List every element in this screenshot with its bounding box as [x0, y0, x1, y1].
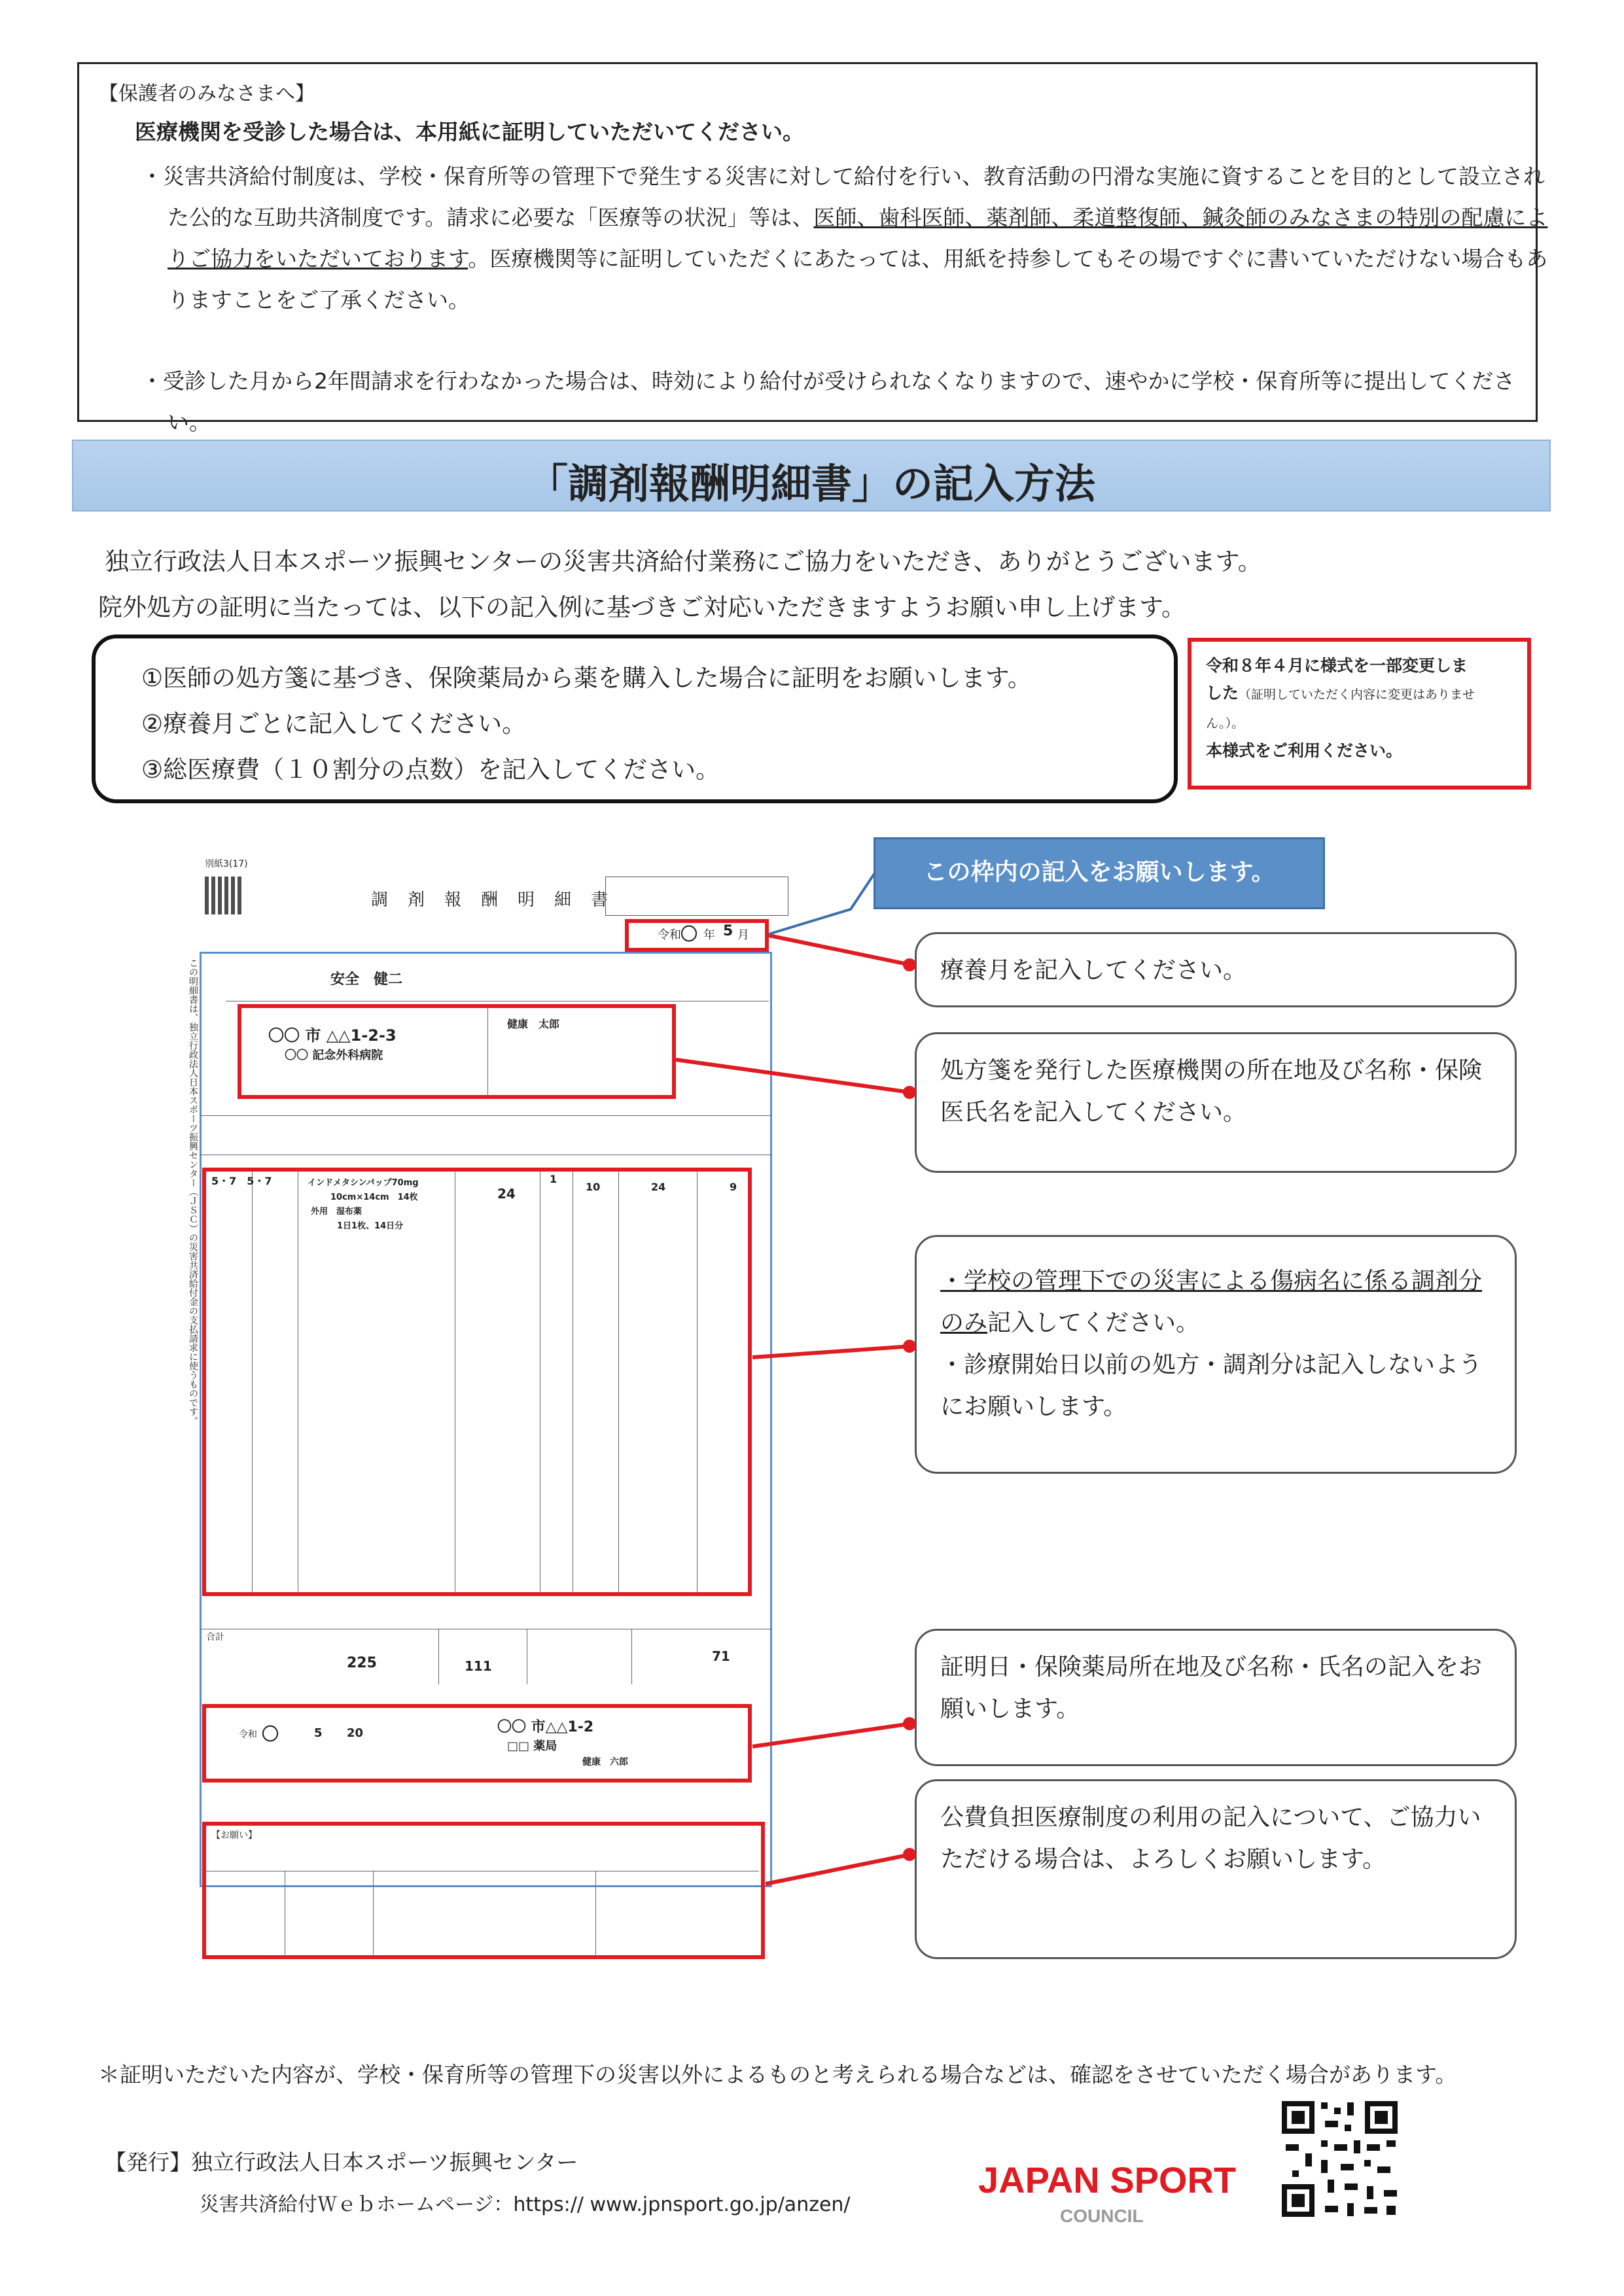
blue-callout: この枠内の記入をお願いします。	[874, 837, 1325, 909]
jsc-logo-sub: COUNCIL	[1060, 2206, 1144, 2226]
medicine-line-4: 1日1枚、14日分	[337, 1221, 404, 1231]
callout-month-dot	[903, 958, 916, 971]
qr-code-icon	[1279, 2098, 1400, 2219]
medicine-line-3: 外用 湿布薬	[311, 1207, 362, 1217]
pharmacy-address: 〇〇 市△△1-2	[497, 1719, 594, 1735]
month-year-mark: 年	[703, 928, 715, 942]
page-title: 「調剤報酬明細書」の記入方法	[527, 460, 1095, 508]
count-1: 1	[550, 1173, 557, 1185]
mgmt-fee-value: 71	[712, 1648, 730, 1664]
point-3: ③総医療費（１０割分の点数）を記入してください。	[141, 756, 720, 784]
patient-name: 安全 健二	[330, 971, 403, 988]
footer-note: ＊証明いただいた内容が、学校・保育所等の管理下の災害以外によるものと考えられる場合などは、確認をさせていただく場合があります。	[98, 2062, 1457, 2087]
point-1: ①医師の処方箋に基づき、保険薬局から薬を購入した場合に証明をお願いします。	[141, 664, 1032, 692]
month-unit: 月	[737, 928, 749, 942]
units-value: 24	[497, 1186, 516, 1202]
count-3: 24	[651, 1181, 666, 1193]
callout-hospital-dot	[903, 1086, 916, 1099]
callout-scope	[915, 1235, 1517, 1474]
notice-lead: 医療機関を受診した場合は、本用紙に証明していただいてください。	[135, 119, 804, 145]
callout-hospital	[915, 1032, 1517, 1173]
count-4: 9	[730, 1181, 737, 1193]
callout-hospital-text: 処方箋を発行した医療機関の所在地及び名称・保険医氏名を記入してください。	[940, 1057, 1483, 1126]
jsc-logo-main: JAPAN SPORT	[978, 2159, 1237, 2200]
format-note-line-1: 令和８年４月に様式を一部変更しま	[1206, 656, 1468, 675]
month-era: 令和	[658, 928, 681, 942]
callout-certification-dot	[903, 1717, 916, 1730]
pharmacist-name: 健康 六郎	[582, 1757, 628, 1767]
notice-bullet-1: ・災害共済給付制度は、学校・保育所等の管理下で発生する災害に対して給付を行い、教育活動の円滑な実施に資することを目的として設立された公的な互助共済制度です。請求に必要な「医療等の状況」等は、医師、歯科医師、薬剤師、柔道整復師、鍼灸師のみなさまの特別の配慮によりご協力をいただいております。医療機関等に証明していただくにあたっては、用紙を持参してもその場ですぐに書いていただけない場合もありますことをご了承ください。	[141, 164, 1548, 313]
intro-line-1: 独立行政法人日本スポーツ振興センターの災害共済給付業務にご協力をいただき、ありがとうございます。	[105, 548, 1262, 576]
hospital-address: 〇〇 市 △△1-2-3	[268, 1026, 397, 1045]
footer-web[interactable]: 災害共済給付Ｗｅｂホームページ：https:// www.jpnsport.go.jp/anzen/	[200, 2193, 851, 2216]
callout-month	[915, 932, 1517, 1007]
callout-certification-text: 証明日・保険薬局所在地及び名称・氏名の記入をお願いします。	[940, 1654, 1483, 1722]
format-note-line-2: した（証明していただく内容に変更はありません。）。	[1206, 684, 1475, 731]
dispense-dates: 5・7 5・7	[211, 1175, 272, 1187]
month-year: 〇	[680, 925, 698, 945]
form-number: 別紙3(17)	[205, 859, 248, 869]
point-2: ②療養月ごとに記入してください。	[141, 710, 527, 738]
notice-bullet-2: ・受診した月から2年間請求を行わなかった場合は、時効により給付が受けられなくなりますので、速やかに学校・保育所等に提出してください。	[141, 368, 1515, 435]
pharmacy-name: □□ 薬局	[507, 1739, 557, 1753]
footer-publisher: 【発行】独立行政法人日本スポーツ振興センター	[105, 2149, 578, 2175]
callout-scope-text-1: ・学校の管理下での災害による傷病名に係る調剤分のみ記入してください。	[940, 1268, 1483, 1336]
cert-year: 〇	[262, 1725, 279, 1745]
total-value: 225	[347, 1655, 377, 1671]
form-title: 調 剤 報 酬 明 細 書	[371, 890, 610, 910]
cert-era: 令和	[239, 1730, 257, 1740]
medicine-line-1: インドメタシンパップ70mg	[308, 1178, 419, 1188]
callout-certification	[915, 1629, 1517, 1766]
count-2: 10	[586, 1181, 601, 1193]
request-label: 【お願い】	[211, 1830, 257, 1841]
month-value: 5	[723, 923, 733, 939]
format-note-line-3: 本様式をご利用ください。	[1206, 741, 1403, 760]
intro-line-2: 院外処方の証明に当たっては、以下の記入例に基づきご対応いただきますようお願い申し上げます。	[98, 593, 1186, 621]
cert-day: 20	[347, 1726, 364, 1740]
total-label: 合計	[206, 1632, 224, 1643]
callout-public-expense	[915, 1779, 1517, 1959]
callout-scope-text-2: ・診療開始日以前の処方・調剤分は記入しないようにお願いします。	[940, 1351, 1483, 1420]
base-fee-value: 111	[465, 1658, 492, 1674]
hospital-name: 〇〇 記念外科病院	[285, 1049, 383, 1062]
callout-month-text: 療養月を記入してください。	[940, 957, 1247, 984]
form-side-text: この明細書は、独立行政法人日本スポーツ振興センター（ＪＳＣ）の災害共済給付金の支払請求に使うものです。	[188, 958, 198, 1425]
cert-month: 5	[314, 1726, 323, 1740]
callout-scope-dot	[903, 1340, 916, 1353]
callout-public-expense-text: 公費負担医療制度の利用の記入について、ご協力いただける場合は、よろしくお願いします。	[940, 1804, 1481, 1873]
notice-heading: 【保護者のみなさまへ】	[99, 82, 315, 105]
medicine-line-2: 10cm×14cm 14枚	[330, 1192, 418, 1202]
doctor-name: 健康 太郎	[507, 1018, 560, 1030]
callout-public-expense-dot	[903, 1848, 916, 1861]
